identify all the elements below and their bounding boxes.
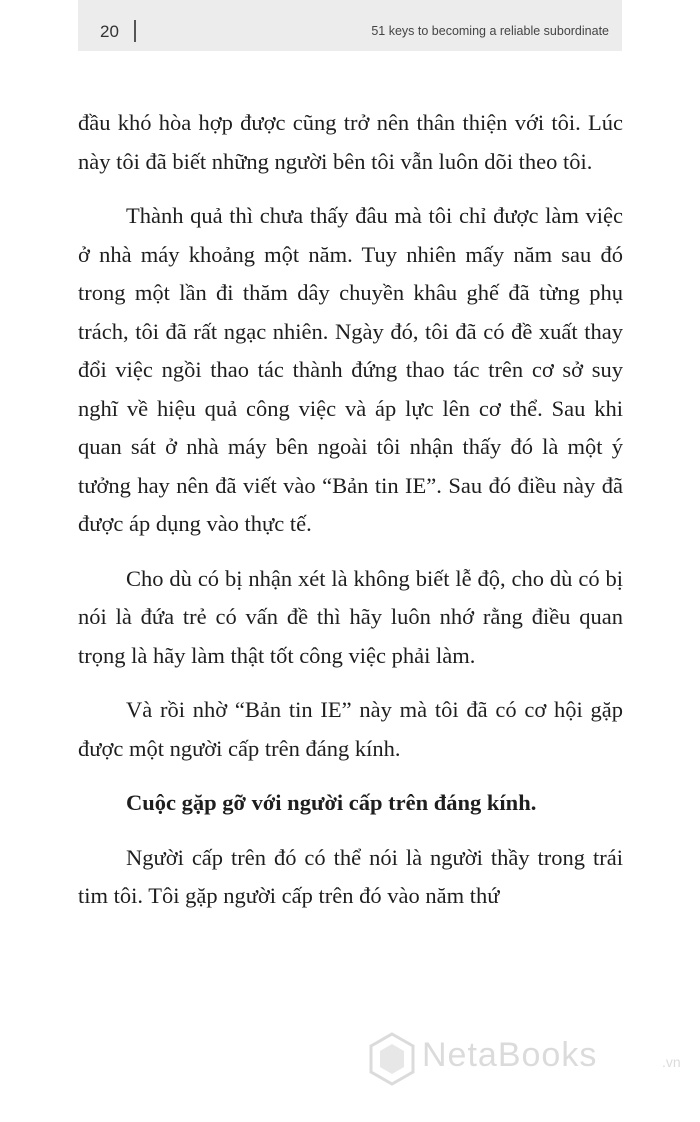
running-title: 51 keys to becoming a reliable subordinate — [371, 24, 609, 38]
page-number: 20 — [100, 22, 119, 41]
watermark — [362, 1022, 692, 1100]
page-body — [78, 104, 623, 932]
paragraph: Thành quả thì chưa thấy đâu mà tôi chỉ được làm việc ở nhà máy khoảng một năm. Tuy nhiên mấy năm sau đó trong một lần đi thăm dây chuyền khâu ghế đã từng phụ trách, tôi đã rất ngạc nhiên. Ngày đó, tôi đã có đề xuất thay đổi việc ngồi thao tác thành đứng thao tác trên cơ sở suy nghĩ về hiệu quả công việc và áp lực lên cơ thể. Sau khi quan sát ở nhà máy bên ngoài tôi nhận thấy đó là một ý tưởng hay nên đã viết vào “Bản tin IE”. Sau đó điều này đã được áp dụng vào thực tế. — [78, 203, 623, 536]
section-heading: Cuộc gặp gỡ với người cấp trên đáng kính. — [126, 790, 537, 815]
watermark-suffix: .vn — [662, 1054, 681, 1070]
header-divider — [134, 20, 136, 42]
page-header — [78, 0, 622, 51]
paragraph: Cho dù có bị nhận xét là không biết lễ độ, cho dù có bị nói là đứa trẻ có vấn đề thì hãy luôn nhớ rằng điều quan trọng là hãy làm thật tốt công việc phải làm. — [78, 565, 623, 668]
paragraph: Người cấp trên đó có thể nói là người thầy trong trái tim tôi. Tôi gặp người cấp trên đó vào năm thứ — [78, 844, 623, 908]
paragraph-continued: đầu khó hòa hợp được cũng trở nên thân thiện với tôi. Lúc này tôi đã biết những người bên tôi vẫn luôn dõi theo tôi. — [78, 110, 623, 174]
paragraph: Và rồi nhờ “Bản tin IE” này mà tôi đã có cơ hội gặp được một người cấp trên đáng kính. — [78, 697, 623, 761]
watermark-logo-icon — [368, 1032, 416, 1086]
watermark-text: NetaBooks — [422, 1036, 598, 1074]
